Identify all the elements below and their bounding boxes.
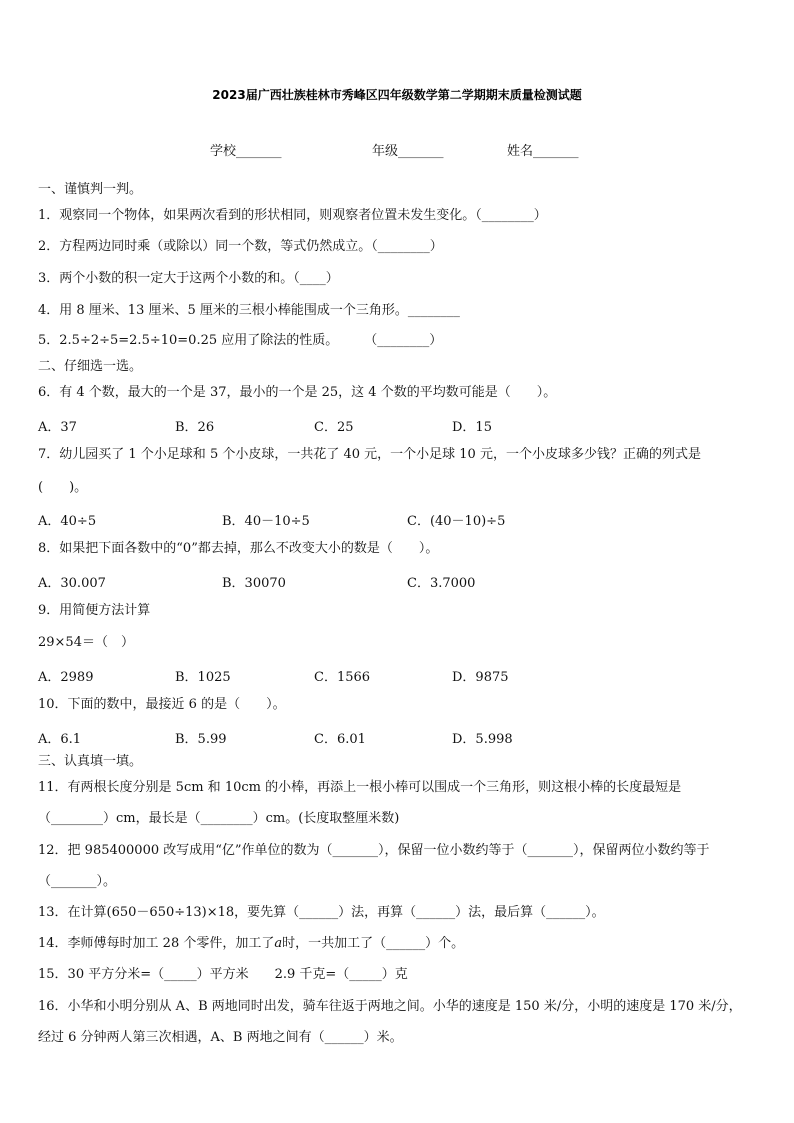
q6-option-c: C．25 (314, 420, 354, 435)
q6-option-b: B．26 (175, 420, 215, 435)
q14-text-a: 14．李师傅每时加工 28 个零件，加工了 (38, 936, 275, 951)
q8-option-c: C．3.7000 (407, 576, 476, 591)
question-2: 2．方程两边同时乘（或除以）同一个数，等式仍然成立。（________） (38, 239, 443, 254)
q9-option-a: A．2989 (38, 670, 94, 685)
q10-option-b: B．5.99 (175, 732, 227, 747)
question-9-expression: 29×54＝（ ） (38, 635, 134, 650)
question-10: 10．下面的数中，最接近 6 的是（ ）。 (38, 697, 286, 712)
q7-option-a: A．40÷5 (38, 514, 97, 529)
q6-option-d: D．15 (452, 420, 492, 435)
q9-option-c: C．1566 (314, 670, 371, 685)
question-1: 1．观察同一个物体，如果两次看到的形状相同，则观察者位置未发生变化。（________） (38, 208, 547, 223)
q8-option-a: A．30.007 (38, 576, 106, 591)
question-8: 8．如果把下面各数中的“0”都去掉，那么不改变大小的数是（ ）。 (38, 541, 439, 556)
question-15: 15．30 平方分米=（_____）平方米 2.9 千克=（_____）克 (38, 967, 408, 982)
q14-variable: a (274, 936, 283, 951)
question-7-line-1: 7．幼儿园买了 1 个小足球和 5 个小皮球，一共花了 40 元，一个小足球 10 元，一个小皮球多少钱？正确的列式是 (38, 447, 701, 462)
question-4: 4．用 8 厘米、13 厘米、5 厘米的三根小棒能围成一个三角形。________ (38, 303, 460, 318)
question-11-line-1: 11．有两根长度分别是 5cm 和 10cm 的小棒，再添上一根小棒可以围成一个三角形，则这根小棒的长度最短是 (38, 780, 682, 795)
section-heading-choose: 二、仔细选一选。 (38, 359, 143, 374)
question-14 (38, 935, 464, 953)
name-field: 姓名_______ (507, 144, 579, 159)
q9-option-d: D．9875 (452, 670, 509, 685)
q10-option-d: D．5.998 (452, 732, 513, 747)
question-12-line-2: （_______）。 (38, 874, 117, 889)
question-6: 6．有 4 个数，最大的一个是 37，最小的一个是 25，这 4 个数的平均数可能是（ ）。 (38, 385, 557, 400)
q6-option-a: A．37 (38, 420, 77, 435)
q9-option-b: B．1025 (175, 670, 231, 685)
student-info-row (0, 140, 794, 160)
question-12-line-1: 12．把 985400000 改写成用“亿”作单位的数为（_______），保留一位小数约等于（_______），保留两位小数约等于 (38, 843, 710, 858)
page-title: 2023届广西壮族桂林市秀峰区四年级数学第二学期期末质量检测试题 (212, 88, 582, 102)
q7-option-c: C．(40－10)÷5 (407, 514, 506, 529)
q10-option-a: A．6.1 (38, 732, 82, 747)
q8-option-b: B．30070 (222, 576, 286, 591)
section-heading-fill: 三、认真填一填。 (38, 754, 143, 769)
question-9: 9．用简便方法计算 (38, 603, 151, 618)
question-3: 3．两个小数的积一定大于这两个小数的和。（____） (38, 271, 339, 286)
grade-field: 年级_______ (372, 144, 444, 159)
question-7-line-2: ( )。 (38, 480, 88, 495)
question-16-line-1: 16．小华和小明分别从 A、B 两地同时出发，骑车往返于两地之间。小华的速度是 150 米/分，小明的速度是 170 米/分， (38, 999, 742, 1014)
question-13: 13．在计算(650－650÷13)×18，要先算（______）法，再算（______）法，最后算（______）。 (38, 905, 605, 920)
section-heading-judge: 一、谨慎判一判。 (38, 182, 143, 197)
school-field: 学校_______ (210, 144, 282, 159)
question-5: 5．2.5÷2÷5=2.5÷10=0.25 应用了除法的性质。 （________） (38, 333, 443, 348)
q10-option-c: C．6.01 (314, 732, 366, 747)
q7-option-b: B．40－10÷5 (222, 514, 310, 529)
question-11-line-2: （________）cm，最长是（________）cm。(长度取整厘米数) (38, 811, 400, 826)
q14-text-b: 时，一共加工了（______）个。 (282, 936, 465, 951)
question-16-line-2: 经过 6 分钟两人第三次相遇，A、B 两地之间有（______）米。 (38, 1030, 403, 1045)
